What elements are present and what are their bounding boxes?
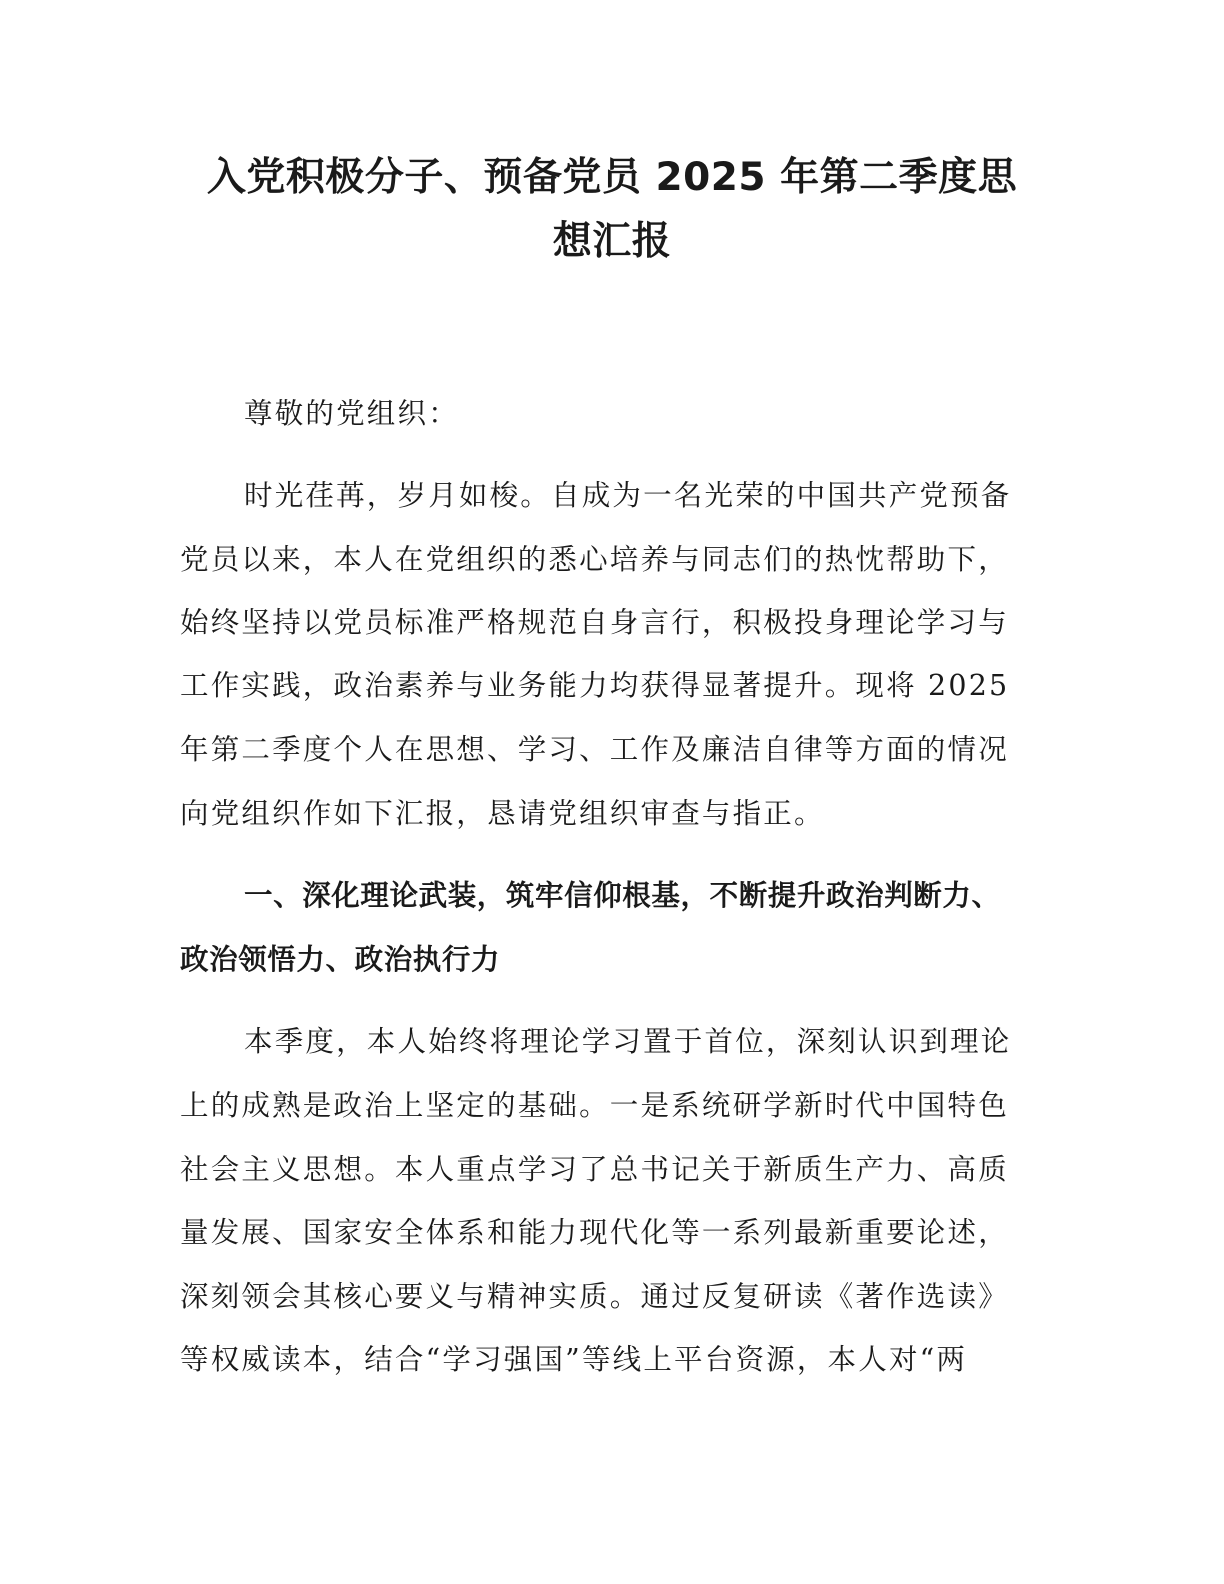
intro-line-6: 向党组织作如下汇报，恳请党组织审查与指正。 — [180, 797, 825, 830]
intro-line-3: 始终坚持以党员标准严格规范自身言行，积极投身理论学习与 — [180, 606, 1009, 639]
intro-line-2: 党员以来，本人在党组织的悉心培养与同志们的热忱帮助下， — [180, 543, 1009, 576]
section-1-body-line-3: 社会主义思想。本人重点学习了总书记关于新质生产力、高质 — [180, 1153, 1009, 1186]
intro-line-4: 工作实践，政治素养与业务能力均获得显著提升。现将 2025 — [180, 669, 1010, 702]
salutation: 尊敬的党组织： — [244, 397, 459, 430]
section-1-body-line-5: 深刻领会其核心要义与精神实质。通过反复研读《著作选读》 — [180, 1280, 1009, 1313]
section-1-heading-line-2: 政治领悟力、政治执行力 — [180, 943, 501, 976]
intro-line-5: 年第二季度个人在思想、学习、工作及廉洁自律等方面的情况 — [180, 733, 1009, 766]
section-1-heading-line-1: 一、深化理论武装，筑牢信仰根基，不断提升政治判断力、 — [244, 879, 1001, 912]
section-1-body-line-2: 上的成熟是政治上坚定的基础。一是系统研学新时代中国特色 — [180, 1089, 1009, 1122]
document-title — [150, 146, 1074, 274]
title-line-1: 入党积极分子、预备党员 2025 年第二季度思 — [206, 155, 1018, 200]
title-line-2: 想汇报 — [552, 219, 672, 264]
intro-line-1: 时光荏苒，岁月如梭。自成为一名光荣的中国共产党预备 — [244, 479, 1012, 512]
section-1-body-line-1: 本季度，本人始终将理论学习置于首位，深刻认识到理论 — [244, 1025, 1012, 1058]
section-1-body-line-6: 等权威读本，结合“学习强国”等线上平台资源，本人对“两 — [180, 1343, 968, 1376]
section-1-body-line-4: 量发展、国家安全体系和能力现代化等一系列最新重要论述， — [180, 1216, 1009, 1249]
